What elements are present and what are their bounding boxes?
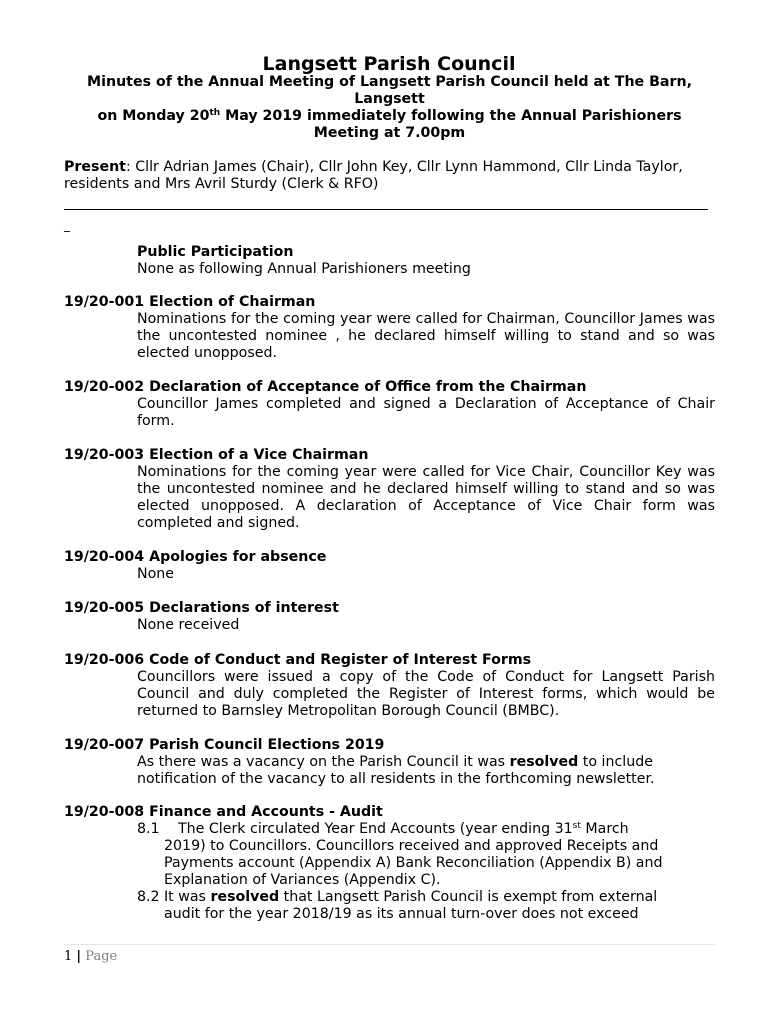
subtitle-date-rest: May 2019 immediately following the Annual Parishioners Meeting at 7.00pm	[220, 108, 682, 141]
section-body: Councillors were issued a copy of the Code of Conduct for Langsett Parish Council and duly completed the Register of Interest forms, which would be returned to Barnsley Metropolitan Borough Council (BMBC).	[137, 669, 715, 719]
date-suffix: st	[572, 821, 581, 831]
section-body	[137, 754, 715, 788]
divider-line	[64, 209, 708, 210]
finance-subitems	[137, 821, 715, 923]
present-text: : Cllr Adrian James (Chair), Cllr John Key, Cllr Lynn Hammond, Cllr Linda Taylor, residents and Mrs Avril Sturdy (Clerk & RFO)	[64, 159, 683, 192]
minute-001	[64, 294, 715, 362]
minute-002	[64, 379, 715, 430]
minute-007	[64, 737, 715, 788]
footer-separator: |	[76, 949, 82, 964]
page-number: 1	[64, 949, 73, 964]
section-heading: 19/20-004 Apologies for absence	[64, 549, 327, 565]
subitem-continuation: audit for the year 2018/19 as its annual turn-over does not exceed	[164, 906, 639, 922]
subitem-text	[164, 889, 715, 923]
minute-008	[64, 804, 715, 923]
section-heading: 19/20-003 Election of a Vice Chairman	[64, 447, 369, 463]
subitem-text-start: The Clerk circulated Year End Accounts (year ending 31	[178, 821, 573, 837]
subitem-number: 8.2	[137, 889, 160, 905]
subitem-text-end: that Langsett Parish Council is exempt from external	[279, 889, 658, 905]
minute-005	[64, 600, 715, 634]
footer-divider	[64, 944, 715, 945]
section-body: Nominations for the coming year were called for Chairman, Councillor James was the uncontested nominee , he declared himself willing to stand and so was elected unopposed.	[137, 311, 715, 361]
subitem-text-start: It was	[164, 889, 211, 905]
section-heading: 19/20-006 Code of Conduct and Register of Interest Forms	[64, 652, 532, 668]
present-label: Present	[64, 159, 126, 175]
subtitle-date-suffix: th	[209, 108, 221, 118]
section-body: Councillor James completed and signed a Declaration of Acceptance of Chair form.	[137, 396, 715, 429]
attendees	[64, 159, 715, 193]
meeting-subtitle	[64, 74, 715, 142]
section-heading: 19/20-008 Finance and Accounts - Audit	[64, 804, 383, 820]
page-label: Page	[85, 949, 118, 964]
minute-004	[64, 549, 715, 583]
section-heading: 19/20-002 Declaration of Acceptance of Office from the Chairman	[64, 379, 587, 395]
section-body: Nominations for the coming year were called for Vice Chair, Councillor Key was the uncontested nominee and he declared himself willing to stand and so was elected unopposed. A declaration of Acceptance of Vice Chair form was completed and signed.	[137, 464, 715, 531]
public-participation-section	[64, 244, 715, 278]
section-heading: Public Participation	[137, 244, 294, 260]
body-text: As there was a vacancy on the Parish Council it was	[137, 754, 510, 770]
minute-003	[64, 447, 715, 532]
resolved-keyword: resolved	[210, 889, 280, 905]
section-heading: 19/20-001 Election of Chairman	[64, 294, 316, 310]
section-body: None received	[137, 617, 240, 633]
subitem-continuation: 2019) to Councillors. Councillors received and approved Receipts and Payments account (Appendix A) Bank Reconciliation (Appendix B) and Explanation of Variances (Appendix C).	[164, 838, 663, 888]
subtitle-line-1: Minutes of the Annual Meeting of Langsett Parish Council held at The Barn, Langsett	[87, 74, 692, 107]
resolved-keyword: resolved	[509, 754, 579, 770]
subtitle-date-prefix: on Monday 20	[97, 108, 210, 124]
divider-dash: _	[64, 218, 70, 232]
section-body: None as following Annual Parishioners meeting	[137, 261, 471, 277]
minute-006	[64, 652, 715, 720]
subitem-8-1	[137, 821, 715, 889]
subitem-text	[164, 821, 715, 889]
subitem-8-2	[137, 889, 715, 923]
section-body: None	[137, 566, 175, 582]
page-title: Langsett Parish Council	[262, 53, 516, 75]
page-footer	[64, 948, 117, 965]
subitem-text-end: March	[580, 821, 629, 837]
subtitle-line-2	[64, 108, 715, 142]
section-heading: 19/20-005 Declarations of interest	[64, 600, 339, 616]
section-heading: 19/20-007 Parish Council Elections 2019	[64, 737, 385, 753]
body-text: to include notification of the vacancy to all residents in the forthcoming newsletter.	[137, 754, 655, 787]
subitem-number: 8.1	[137, 821, 160, 837]
